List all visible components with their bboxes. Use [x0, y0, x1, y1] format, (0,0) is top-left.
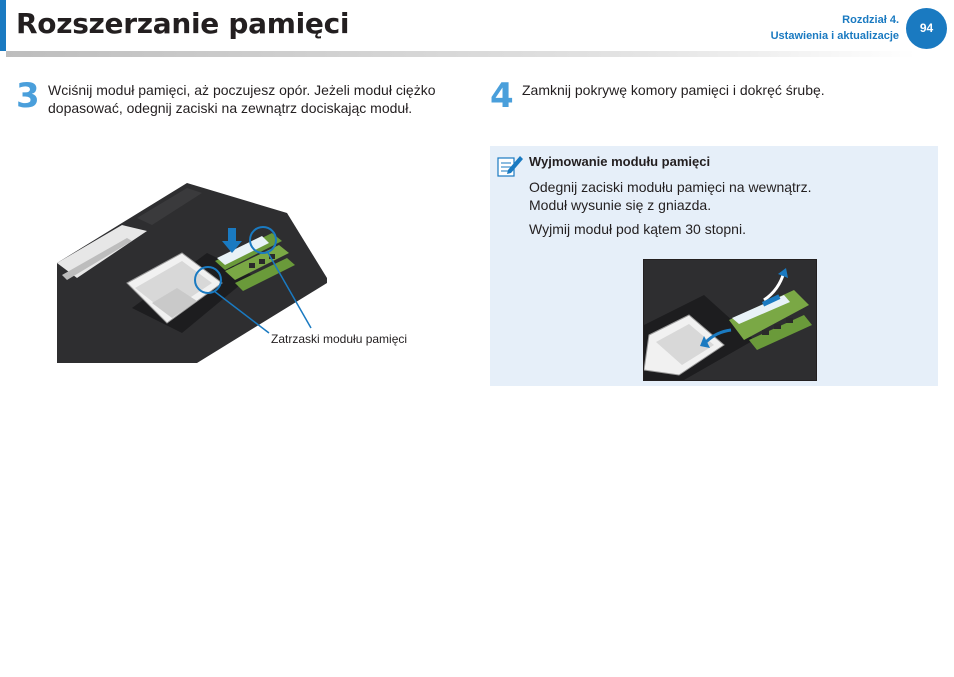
figure-caption: Zatrzaski modułu pamięci — [271, 332, 408, 346]
note-title: Wyjmowanie modułu pamięci — [529, 154, 711, 169]
step-4-text: Zamknij pokrywę komory pamięci i dokręć śrubę. — [522, 82, 825, 98]
chapter-label — [771, 12, 899, 44]
memory-removal-illustration — [643, 259, 817, 381]
pencil-note-icon — [496, 152, 524, 180]
page-number-badge: 94 — [906, 8, 947, 49]
header-divider — [6, 51, 916, 57]
header-accent-bar — [0, 0, 6, 51]
step-3-number: 3 — [16, 76, 40, 116]
step-4-number: 4 — [490, 76, 514, 116]
step-3-text: Wciśnij moduł pamięci, aż poczujesz opór. Jeżeli moduł ciężko dopasować, odegnij zaciski na zewnątrz dociskając moduł. — [48, 82, 436, 116]
page-title: Rozszerzanie pamięci — [16, 7, 350, 40]
note-line: Moduł wysunie się z gniazda. — [529, 197, 712, 213]
note-line: Odegnij zaciski modułu pamięci na wewnątrz. — [529, 179, 812, 195]
note-line: Wyjmij moduł pod kątem 30 stopni. — [529, 221, 746, 237]
chapter-section: Ustawienia i aktualizacje — [770, 30, 899, 42]
memory-removal-image — [644, 260, 816, 380]
chapter-number: Rozdział 4. — [842, 14, 899, 26]
